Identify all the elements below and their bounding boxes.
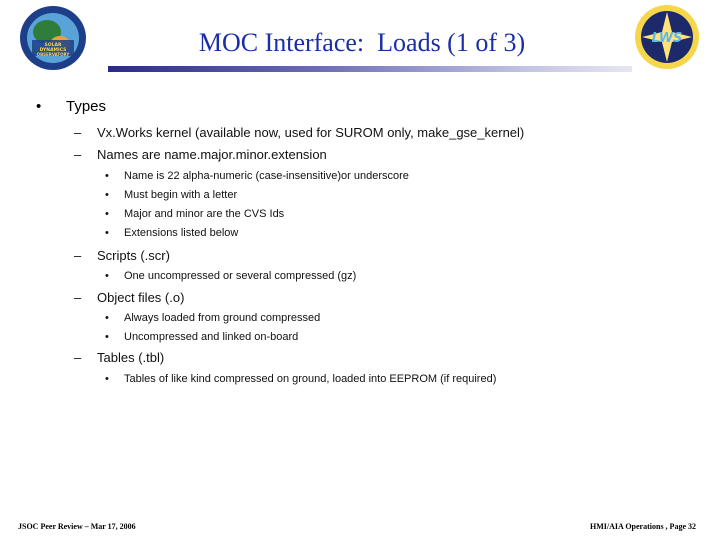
bullet-marker: •: [105, 331, 109, 343]
bullet-marker: •: [105, 270, 109, 282]
sub-bullet: Scripts (.scr): [97, 248, 170, 263]
svg-text:OBSERVATORY: OBSERVATORY: [36, 52, 70, 57]
sub-sub-bullet: Name is 22 alpha-numeric (case-insensitive)or underscore: [124, 170, 409, 182]
sub-sub-bullet: Uncompressed and linked on-board: [124, 331, 299, 343]
dash-marker: –: [74, 290, 82, 305]
sub-sub-bullet: Tables of like kind compressed on ground, loaded into EEPROM (if required): [124, 373, 497, 385]
bullet-marker: •: [105, 312, 109, 324]
sub-bullet: Object files (.o): [97, 290, 185, 305]
bullet-marker: •: [105, 189, 109, 201]
sub-bullet: Vx.Works kernel (available now, used for SUROM only, make_gse_kernel): [97, 125, 525, 140]
bullet-types: Types: [66, 98, 107, 115]
sub-bullet: Tables (.tbl): [97, 350, 165, 365]
sub-sub-bullet: Must begin with a letter: [124, 189, 238, 201]
svg-text:LWS: LWS: [651, 31, 683, 46]
bullet-marker: •: [105, 208, 109, 220]
sub-sub-bullet: One uncompressed or several compressed (gz): [124, 270, 357, 282]
title-underline: [108, 66, 632, 72]
slide-title: MOC Interface: Loads (1 of 3): [198, 28, 526, 57]
sub-sub-bullet: Extensions listed below: [124, 227, 239, 239]
living-with-a-star-logo: [632, 2, 702, 72]
sub-sub-bullet: Always loaded from ground compressed: [124, 312, 321, 324]
bullet-marker: •: [105, 373, 109, 385]
dash-marker: –: [74, 147, 82, 162]
bullet-marker: •: [36, 98, 42, 115]
svg-text:DYNAMICS: DYNAMICS: [39, 48, 67, 53]
sub-sub-bullet: Major and minor are the CVS Ids: [124, 208, 285, 220]
footer-page-number: HMI/AIA Operations , Page 32: [590, 522, 696, 531]
dash-marker: –: [74, 248, 82, 263]
svg-text:SOLAR: SOLAR: [44, 43, 62, 48]
bullet-marker: •: [105, 170, 109, 182]
dash-marker: –: [74, 125, 82, 140]
bullet-marker: •: [105, 227, 109, 239]
footer-left: JSOC Peer Review – Mar 17, 2006: [18, 522, 136, 531]
sub-bullet: Names are name.major.minor.extension: [97, 147, 327, 162]
solar-dynamics-observatory-logo: [18, 4, 88, 72]
dash-marker: –: [74, 350, 82, 365]
